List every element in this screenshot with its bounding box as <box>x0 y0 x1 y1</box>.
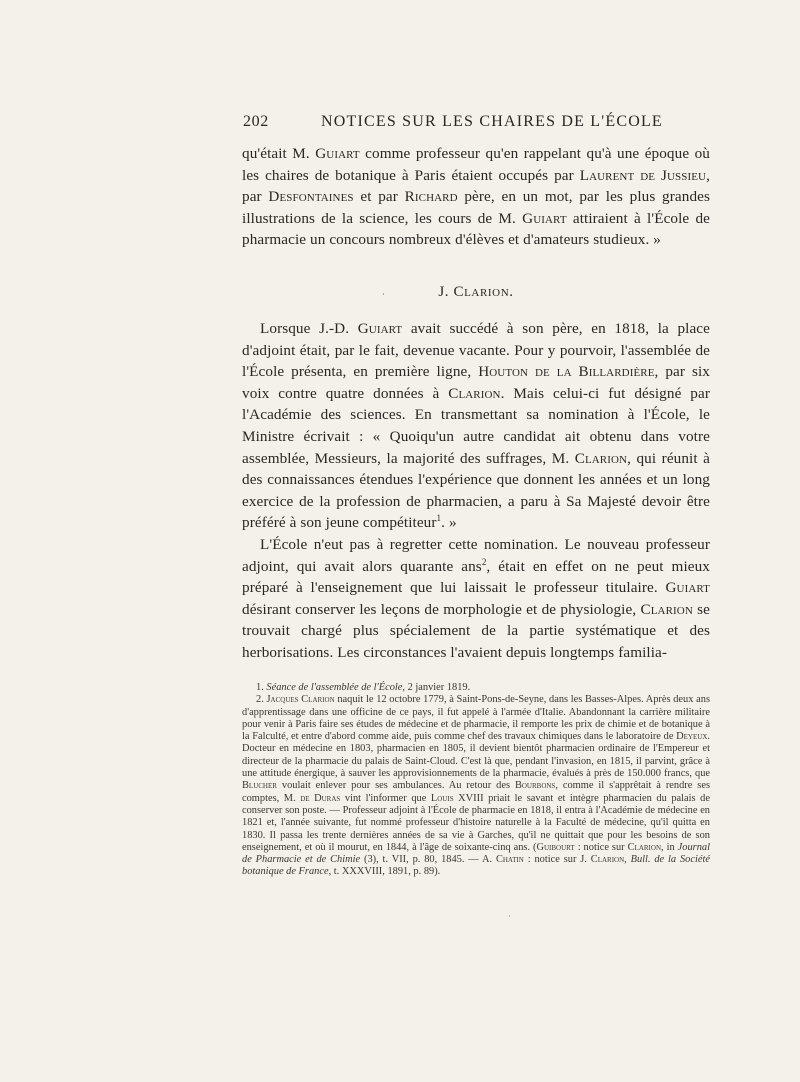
body-paragraph-3 <box>242 534 710 664</box>
text-run: . Docteur en médecine en 1803, pharmacien en 1805, il devient bientôt pharmacien ordinaire de l'Empereur et directeur de la pharmacie du palais de Saint-Cloud. C'est là que, pendant l'invasion, en 1815, il parvint, grâce à une attitude énergique, à sauver les approvisionnements de la pharmacie, évalués à près de 150.000 francs, que <box>242 731 710 780</box>
text-run: : notice sur <box>574 841 628 853</box>
text-run: , <box>624 854 631 866</box>
text-run: comme professeur qu'en rappelant qu'à une époque où les chaires de botanique à Paris étaient occupés par <box>242 145 710 184</box>
body-paragraphs-2-3 <box>242 318 710 664</box>
text-run: qu'était M. <box>242 145 316 162</box>
person-name: Jacques Clarion <box>266 694 335 706</box>
text-run: , par six voix contre quatre données à <box>242 363 710 402</box>
journal-title: Journal de Pharmacie et de Chimie <box>242 841 710 866</box>
text-run: naquit le 12 octobre 1779, à Saint-Pons-de-Seyne, dans les Basses-Alpes. Après deux ans d'apprentissage dans une officine de ce pays, il fut appelé à l'armée d'Italie. Abandonnant la carrière militaire pour venir à Paris faire ses études de médecine et de pharmacie, il remporte les prix de chimie et de botanique à la Falculté, et entre d'abord comme aide, puis comme chef des travaux chimiques dans le laboratoire de <box>242 694 710 743</box>
text-run: désirant conserver les leçons de morphologie et de physiologie, <box>242 600 641 618</box>
person-name: Louis <box>430 792 454 804</box>
person-name: Deyeux <box>676 731 708 743</box>
section-heading <box>242 284 710 301</box>
text-run: , comme il s'apprêtait à rendre ses comptes, M. <box>242 780 710 804</box>
heading-name: Clarion <box>453 284 510 300</box>
person-name: Guiart <box>665 579 710 597</box>
text-run: XVIII priait le savant et intègre pharmacien du palais de conserver son poste. — Professeur adjoint à l'École de pharmacie en 1818, il entra à l'Académie de médecine en 1821 et, l'année suivante, fut nommé professeur d'histoire naturelle à la Faculté de médecine, qu'il quitta en 1830. Il passa les trente dernières années de sa vie à Garches, qu'il ne quittait que pour les besoins de son enseignement, et où il mourut, en 1844, à l'âge de soixante-cinq ans. ( <box>242 792 710 853</box>
text-run: , était en effet on ne peut mieux préparé à l'enseignement que lui laissait le professeur titulaire. <box>242 557 710 597</box>
text-run: L'École n'eut pas à regretter cette nomination. Le nouveau professeur adjoint, qui avait alors quarante ans <box>242 535 710 575</box>
text-run: père, en un mot, par les plus grandes illustrations de la science, les cours de M. <box>242 188 710 227</box>
person-name: Clarion <box>627 841 661 853</box>
text-run: , 2 janvier 1819. <box>402 682 471 693</box>
text-run: , in <box>661 841 678 853</box>
journal-title: Bull. de la Société botanique de France <box>242 854 710 878</box>
person-name: Richard <box>404 188 458 206</box>
text-run: et par <box>353 188 405 206</box>
heading-period: . <box>509 284 514 300</box>
person-name: Guiart <box>522 209 567 227</box>
footnote-number: 2. <box>256 694 267 706</box>
person-name: Guibourt <box>536 841 575 853</box>
body-paragraph-1 <box>242 143 710 251</box>
person-name: Clarion <box>640 600 693 618</box>
text-run: Lorsque J.-D. <box>260 320 358 337</box>
person-name: Clarion <box>574 449 628 467</box>
footnote-2 <box>242 694 710 878</box>
text-run: vint l'informer que <box>340 792 431 804</box>
footnote-ref: 1 <box>436 513 442 524</box>
footnote-1 <box>242 682 710 694</box>
text-run: , t. XXXVIII, 1891, p. 89). <box>328 866 441 878</box>
body-paragraph-2 <box>242 318 710 534</box>
person-name: Blucher <box>242 780 277 792</box>
text-run: (3), t. VII, p. 80, 1845. — A. <box>360 854 496 866</box>
text-run: , par <box>242 166 710 206</box>
person-name: Bourbons <box>514 780 556 792</box>
person-name: de Duras <box>300 792 341 804</box>
text-run: : notice sur J. <box>523 854 591 866</box>
text-run: se trouvait chargé plus spécialement de la partie systématique et des herborisations. Les circonstances l'avaient depuis longtemps familia- <box>242 600 710 661</box>
person-name: Desfontaines <box>268 188 354 206</box>
person-name: Houton de la Billardière <box>478 363 655 381</box>
person-name: Chatin <box>495 854 524 866</box>
person-name: Clarion <box>448 384 501 402</box>
person-name: Guiart <box>357 320 403 337</box>
text-run: avait succédé à son père, en 1818, la place d'adjoint était, par le fait, devenue vacante. Pour y pourvoir, l'assemblée de l'École présenta, en première ligne, <box>242 320 710 381</box>
person-name: Laurent de Jussieu <box>579 166 707 184</box>
page-header <box>243 113 713 135</box>
person-name: Guiart <box>315 145 360 162</box>
text-run: . » <box>441 514 457 532</box>
text-run: attiraient à l'École de pharmacie un concours nombreux d'élèves et d'amateurs studieux. » <box>242 209 710 249</box>
footnote-source: Séance de l'assemblée de l'École <box>266 682 403 693</box>
running-title: NOTICES SUR LES CHAIRES DE L'ÉCOLE <box>321 113 663 130</box>
page-number: 202 <box>243 113 269 130</box>
page-speck: · <box>508 912 511 921</box>
text-run: voulait enlever pour ses ambulances. Au retour des <box>276 780 515 792</box>
footnotes <box>242 682 710 879</box>
footnote-number: 1. <box>256 682 267 693</box>
footnote-ref: 2 <box>481 556 487 567</box>
heading-dot: · <box>382 290 386 299</box>
person-name: Clarion <box>590 854 625 866</box>
heading-initial: J. <box>438 284 454 300</box>
text-run: . Mais celui-ci fut désigné par l'Académie des sciences. En transmettant sa nomination à l'École, le Ministre écrivait : « Quoiqu'un autre candidat ait obtenu dans votre assemblée, Messieurs, la majorité des suffrages, M. <box>242 384 710 467</box>
text-run: , qui réunit à des connaissances étendues l'expérience que donnent les années et un long exercice de la profession de pharmacien, a paru à Sa Majesté devoir être préféré à son jeune compétiteur <box>242 449 710 532</box>
